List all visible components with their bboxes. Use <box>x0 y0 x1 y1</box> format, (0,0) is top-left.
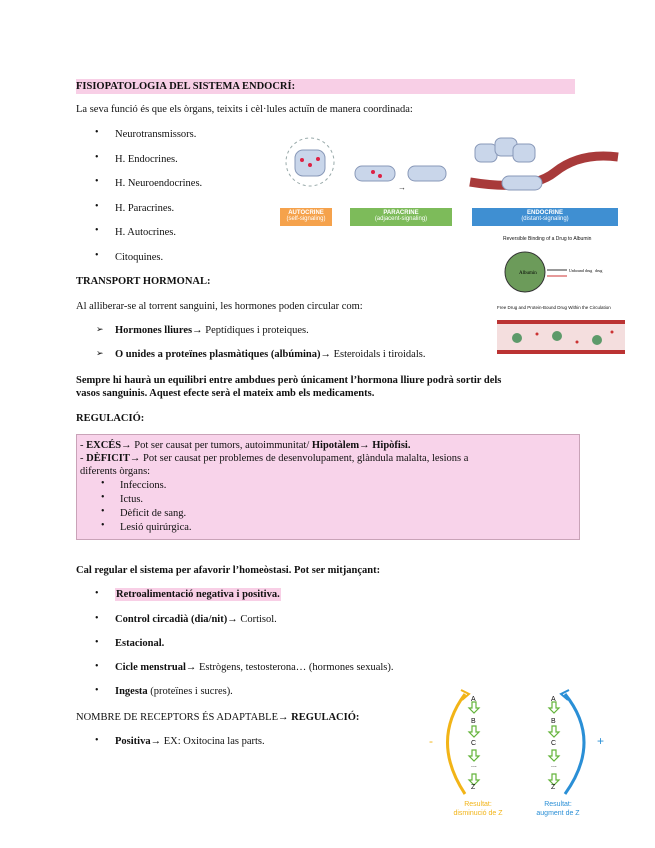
deficit-line2: diferents òrgans: <box>80 466 151 477</box>
list-item: H. Neuroendocrines. <box>115 178 203 189</box>
list-item: Lesió quirúrgica. <box>120 522 192 533</box>
receptors-item: Positiva→ EX: Oxitocina las parts. <box>115 736 265 747</box>
equilibrium-line2: vasos sanguinis. Aquest efecte serà el mateix amb els medicaments. <box>76 388 375 399</box>
list-item: Infeccions. <box>120 480 167 491</box>
list-item: H. Autocrines. <box>115 227 176 238</box>
list-item: H. Paracrines. <box>115 203 175 214</box>
list-item: H. Endocrines. <box>115 154 178 165</box>
equilibrium-line1: Sempre hi haurà un equilibri entre ambdues però únicament l’hormona lliure podrà sortir dels <box>76 375 502 386</box>
list-item: Citoquines. <box>115 252 164 263</box>
bound-hormones: O unides a proteïnes plasmàtiques (albúmina)→ Esteroidals i tiroidals. <box>115 349 426 360</box>
regulacio-title: REGULACIÓ: <box>76 413 145 424</box>
transport-intro: Al alliberar-se al torrent sanguini, les hormones poden circular com: <box>76 301 363 312</box>
circulation-caption: Free Drug and Protein-Bound Drug Within the Circulation <box>497 305 611 310</box>
circulation-diagram <box>497 312 625 358</box>
page-title: FISIOPATOLOGIA DEL SISTEMA ENDOCRÍ: <box>76 79 575 94</box>
regulation-item-seasonal: Estacional. <box>115 638 165 649</box>
left-caption: Resultat: disminució de Z <box>453 801 503 817</box>
circulation-figure <box>497 305 625 357</box>
right-letters: A B C ... Z <box>551 696 557 791</box>
list-item: Ictus. <box>120 494 144 505</box>
transport-title: TRANSPORT HORMONAL: <box>76 276 211 287</box>
svg-text:Unbound drug: Unbound drug <box>569 268 593 273</box>
svg-text:drug: drug <box>595 268 603 273</box>
list-item: Neurotransmissors. <box>115 129 197 140</box>
list-item: Dèficit de sang. <box>120 508 187 519</box>
right-caption: Resultat: augment de Z <box>536 801 580 817</box>
svg-text:→: → <box>398 183 406 192</box>
regular-intro: Cal regular el sistema per afavorir l’homeòstasi. Pot ser mitjançant: <box>76 565 381 576</box>
minus-sign: - <box>429 734 433 748</box>
regulation-item-menstrual: Cicle menstrual→ Estrògens, testosterona… (hormones sexuals). <box>115 662 394 673</box>
plus-sign: + <box>597 734 605 748</box>
autocrine-label: AUTOCRINE (self-signaling) <box>280 208 332 226</box>
signaling-figure <box>280 132 625 232</box>
regulation-item-circadian: Control circadià (dia/nit)→ Cortisol. <box>115 614 277 625</box>
receptors-title: NOMBRE DE RECEPTORS ÉS ADAPTABLE→ REGULACIÓ: <box>76 712 360 723</box>
regulation-item-feedback: Retroalimentació negativa i positiva. <box>116 589 280 600</box>
intro-text: La seva funció és que els òrgans, teixits i cèl·lules actuïn de manera coordinada: <box>76 104 413 115</box>
albumin-caption: Reversible Binding of a Drug to Albumin <box>503 236 592 242</box>
svg-text:Albumin: Albumin <box>519 271 537 276</box>
exces-line: - EXCÉS→ Pot ser causat per tumors, autoimmunitat/ Hipotàlem→ Hipòfisi. <box>80 440 411 451</box>
albumin-figure <box>495 236 625 300</box>
left-letters: A B C ... Z <box>471 696 477 791</box>
albumin-diagram <box>495 242 625 302</box>
free-hormones: Hormones lliures→ Peptídiques i proteiques. <box>115 325 309 336</box>
regulation-item-intake: Ingesta (proteïnes i sucres). <box>115 686 233 697</box>
paracrine-label: PARACRINE (adjacent-signaling) <box>350 208 452 226</box>
feedback-figure <box>425 686 615 826</box>
endocrine-label: ENDOCRINE (distant-signaling) <box>472 208 618 226</box>
deficit-line: - DÈFICIT→ Pot ser causat per problemes de desenvolupament, glàndula malalta, lesions a <box>80 453 469 464</box>
regulation-box: - EXCÉS→ Pot ser causat per tumors, autoimmunitat/ Hipotàlem→ Hipòfisi. - DÈFICIT→ Pot ser causat per problemes de desenvolupament, glàndula malalta, lesions a diferents òrgans: • Infeccions. • Ictus. • Dèficit de sang. • Lesió quirúrgica. <box>76 434 580 540</box>
